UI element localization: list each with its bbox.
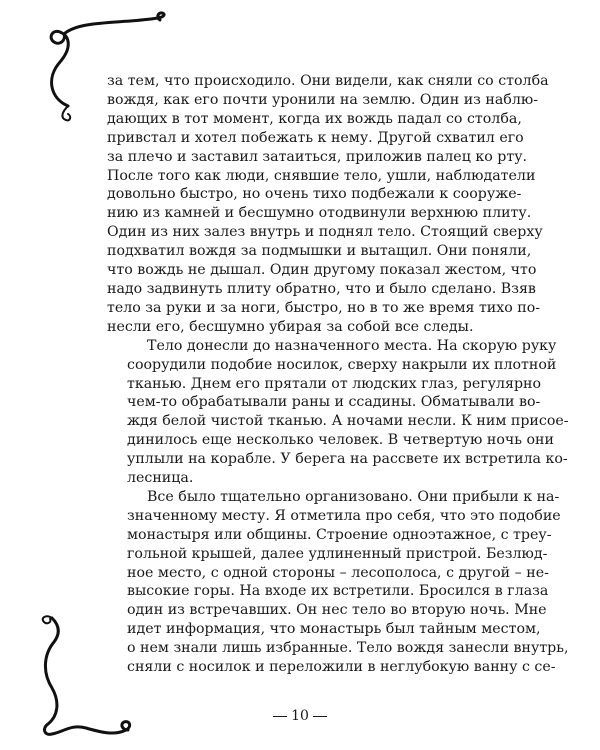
- text-line: соорудили подобие носилок, сверху накрыли их плотной: [127, 356, 557, 373]
- text-line: уплыли на корабле. У берега на рассвете их встретила ко-: [127, 451, 568, 468]
- text-line: ное место, с одной стороны – лесополоса, с другой – не-: [127, 564, 549, 581]
- text-line: несли его, бесшумно убирая за собой все следы.: [107, 318, 474, 335]
- text-line: Один из них залез внутрь и поднял тело. Стоящий сверху: [107, 224, 543, 241]
- page-number-text: 10: [291, 708, 309, 724]
- text-line: высокие горы. На входе их встретили. Бросился в глаза: [127, 583, 549, 600]
- text-line: надо задвинуть плиту обратно, что и было сделано. Взяв: [107, 280, 536, 297]
- text-line: Тело донесли до назначенного места. На скорую руку: [147, 337, 557, 354]
- text-line: что вождь не дышал. Один другому показал жестом, что: [107, 262, 537, 279]
- text-line: лесница.: [127, 470, 194, 487]
- text-line: динилось еще несколько человек. В четвертую ночь они: [127, 432, 554, 449]
- text-line: После того как люди, снявшие тело, ушли, наблюдатели: [107, 167, 536, 184]
- folio-dash-right: [313, 716, 327, 717]
- text-line: тканью. Днем его прятали от людских глаз, регулярно: [127, 375, 542, 392]
- text-line: ждя белой чистой тканью. А ночами несли. К ним присое-: [127, 413, 569, 430]
- text-line: дающих в тот момент, когда их вождь падал со столба,: [107, 110, 522, 127]
- text-line: чем-то обрабатывали раны и ссадины. Обматывали во-: [127, 394, 541, 411]
- text-line: нию из камней и бесшумно отодвинули верхнюю плиту.: [107, 205, 532, 222]
- text-line: один из встречавших. Он нес тело во вторую ночь. Мне: [127, 602, 547, 619]
- paragraph-3: [107, 488, 569, 677]
- page-number: [0, 708, 600, 724]
- text-line: идет информация, что монастырь был тайным местом,: [127, 621, 541, 638]
- text-line: довольно быстро, но очень тихо подбежали к сооруже-: [107, 186, 522, 203]
- text-line: подхватил вождя за подмышки и вытащил. Они поняли,: [107, 243, 532, 260]
- text-line: тело за руки и за ноги, быстро, но в то же время тихо по-: [107, 299, 541, 316]
- text-line: вождя, как его почти уронили на землю. Один из наблю-: [107, 91, 539, 108]
- text-line: за плечо и заставил затаиться, приложив палец ко рту.: [107, 148, 528, 165]
- paragraph-2: [107, 337, 569, 488]
- text-line: привстал и хотел побежать к нему. Другой схватил его: [107, 129, 524, 146]
- text-line: за тем, что происходило. Они видели, как сняли со столба: [107, 73, 549, 89]
- paragraph-1: [107, 72, 549, 337]
- text-line: гольной крышей, далее удлиненный пристрой. Безлюд-: [127, 545, 548, 562]
- folio-dash-left: [273, 716, 287, 717]
- text-line: о нем знали лишь избранные. Тело вождя занесли внутрь,: [127, 640, 569, 657]
- text-line: сняли с носилок и переложили в неглубокую ванну с се-: [127, 659, 556, 676]
- text-line: монастыря или общины. Строение одноэтажное, с треу-: [127, 526, 552, 543]
- text-line: Все было тщательно организовано. Они прибыли к на-: [147, 488, 560, 505]
- body-text: [107, 72, 569, 677]
- text-line: значенному месту. Я отметила про себя, что это подобие: [127, 507, 561, 524]
